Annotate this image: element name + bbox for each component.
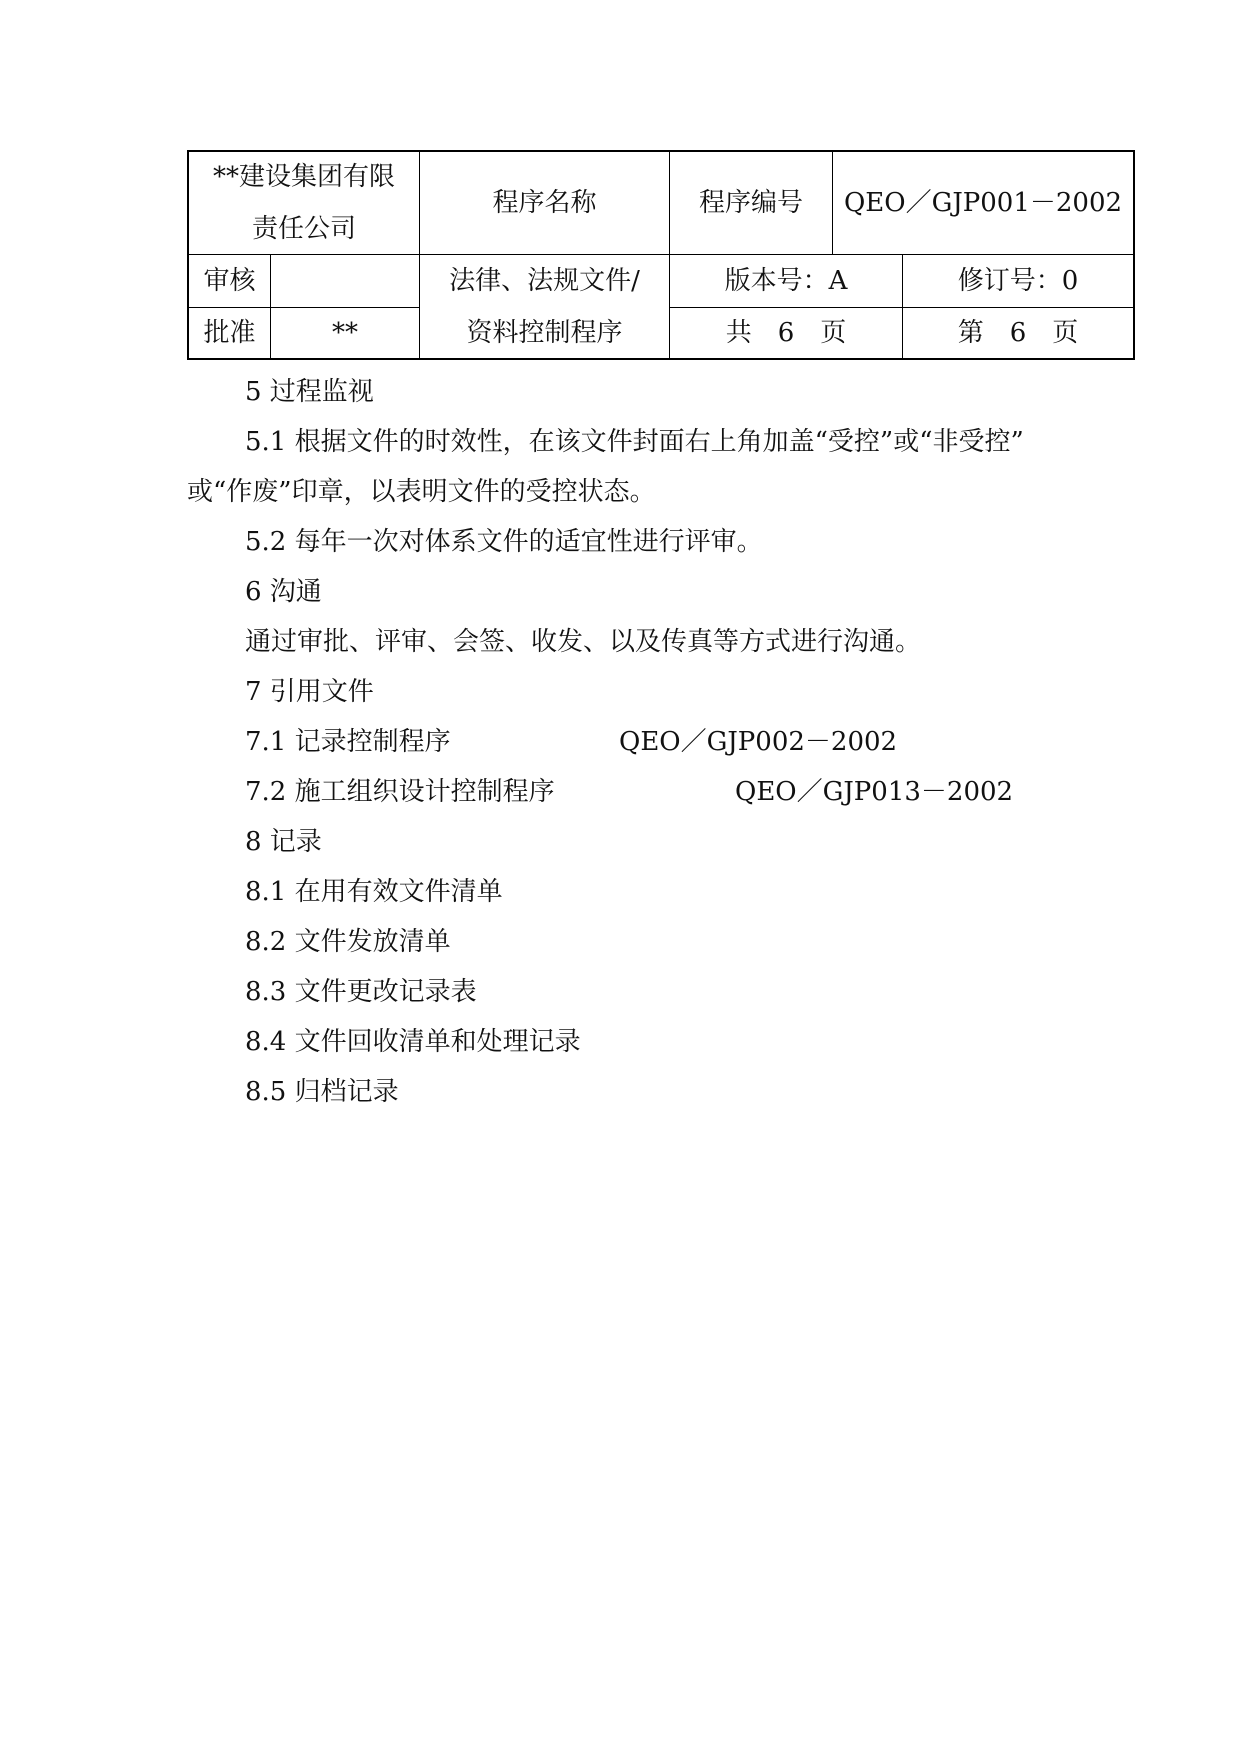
program-name-label: 程序名称 — [492, 188, 597, 218]
program-title-cell — [420, 255, 669, 358]
record-item: 8.1 在用有效文件清单 — [245, 877, 503, 907]
company-name-line1: **建设集团有限 — [212, 162, 395, 192]
company-name-cell — [189, 152, 419, 254]
record-item: 8.3 文件更改记录表 — [245, 977, 477, 1007]
section-5-2: 5.2 每年一次对体系文件的适宜性进行评审。 — [245, 527, 763, 557]
page-number-cell: 第 6 页 — [957, 318, 1079, 348]
section-8-title: 8 记录 — [245, 827, 322, 857]
revision-cell: 修订号：0 — [957, 266, 1079, 296]
section-5-1-line1: 5.1 根据文件的时效性，在该文件封面右上角加盖“受控”或“非受控” — [245, 427, 1024, 457]
company-name-line2: 责任公司 — [251, 214, 356, 244]
reference-item — [187, 717, 1135, 767]
section-6-text: 通过审批、评审、会签、收发、以及传真等方式进行沟通。 — [245, 627, 922, 657]
program-title-line1: 法律、法规文件/ — [449, 265, 640, 296]
section-7-title: 7 引用文件 — [245, 677, 374, 707]
header-table — [187, 150, 1135, 360]
record-item: 8.2 文件发放清单 — [245, 927, 451, 957]
approve-label: 批准 — [203, 318, 256, 348]
review-label: 审核 — [203, 266, 256, 296]
reference-label: 7.2 施工组织设计控制程序 — [245, 777, 555, 807]
section-5-title: 5 过程监视 — [245, 377, 374, 407]
reference-label: 7.1 记录控制程序 — [245, 727, 451, 757]
record-item: 8.4 文件回收清单和处理记录 — [245, 1027, 581, 1057]
program-title-line2: 资料控制程序 — [466, 317, 623, 348]
reference-code: QEO／GJP002－2002 — [619, 727, 898, 757]
document-body — [187, 367, 1135, 1117]
program-no-label: 程序编号 — [698, 188, 803, 218]
record-item: 8.5 归档记录 — [245, 1077, 399, 1107]
program-no-value: QEO／GJP001－2002 — [843, 188, 1123, 218]
table-border-right — [1133, 150, 1135, 360]
version-cell: 版本号：A — [724, 266, 848, 296]
reference-code: QEO／GJP013－2002 — [735, 777, 1014, 807]
section-5-1-line2: 或“作废”印章，以表明文件的受控状态。 — [187, 477, 656, 507]
section-6-title: 6 沟通 — [245, 577, 322, 607]
approve-value: ** — [332, 318, 358, 348]
reference-item — [187, 767, 1135, 817]
total-pages-cell: 共 6 页 — [725, 318, 847, 348]
review-value — [271, 255, 419, 307]
